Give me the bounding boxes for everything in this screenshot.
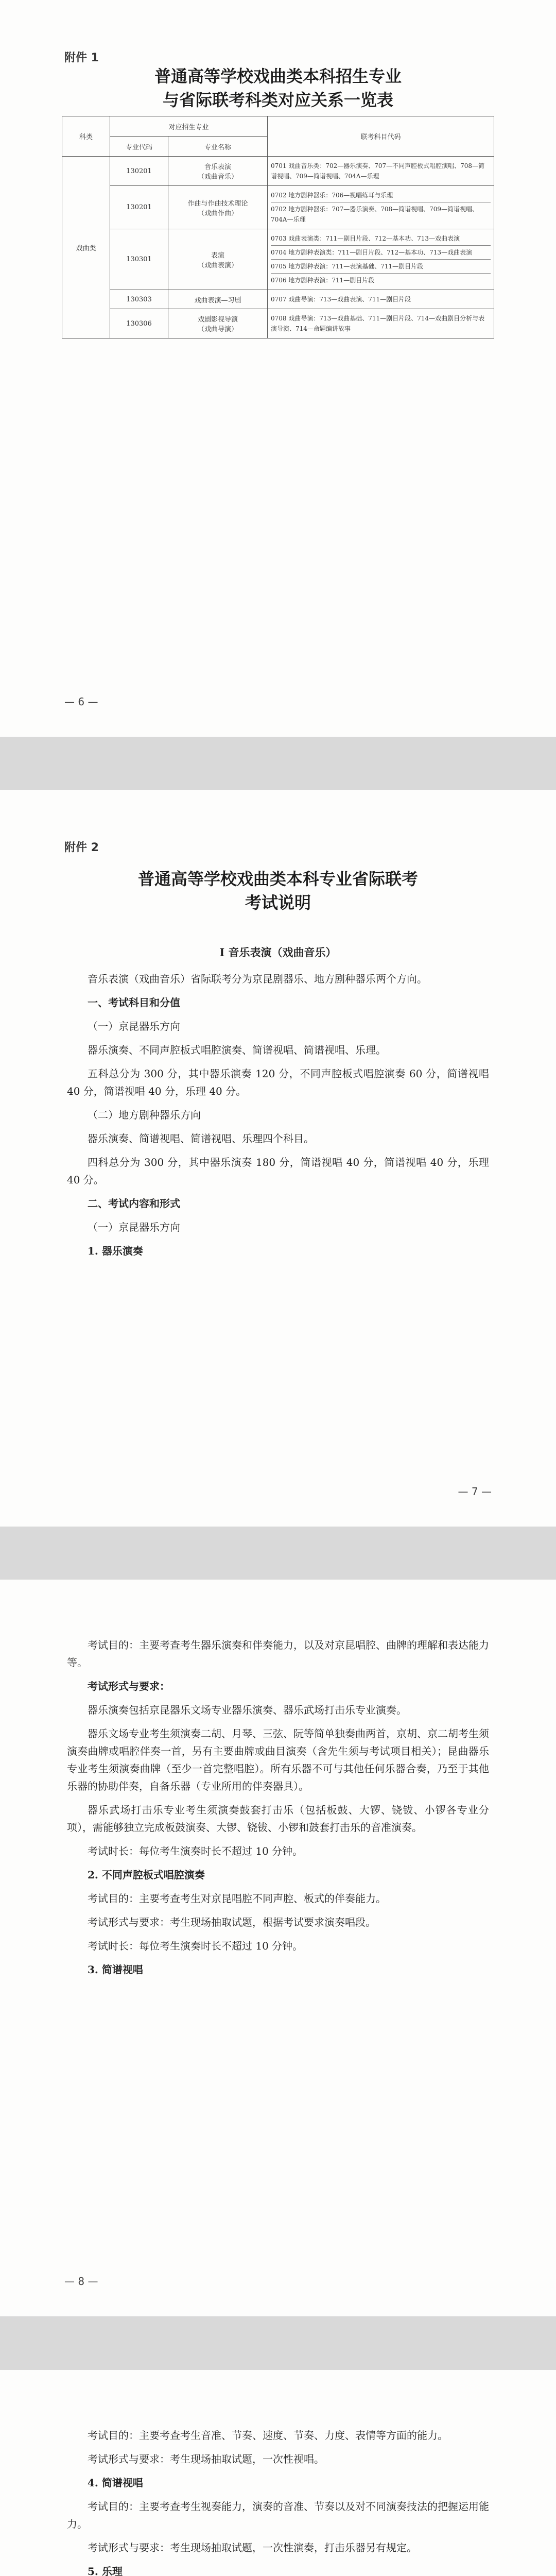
paragraph: 器乐演奏、不同声腔板式唱腔演奏、简谱视唱、简谱视唱、乐理。: [88, 1044, 386, 1056]
paragraph: 考试目的：主要考查考生对京昆唱腔不同声腔、板式的伴奏能力。: [88, 1892, 386, 1905]
attachment-label: 附件 2: [64, 841, 99, 854]
exam-code-entry: 0702 地方剧种器乐：707—器乐演奏、708—简谱视唱、709—简谱视唱、704A—乐理: [271, 206, 479, 223]
header-group: 对应招生专业: [110, 116, 268, 137]
paragraph: 考试目的：主要考查考生器乐演奏和伴奏能力，以及对京昆唱腔、曲牌的理解和表达能力等。: [67, 1639, 489, 1669]
paragraph: 4. 简谱视唱: [88, 2477, 143, 2489]
major-code-cell: 130303: [110, 290, 168, 309]
exam-code-entry: 0702 地方剧种器乐：706—视唱练耳与乐理: [271, 189, 491, 202]
table-body: [62, 157, 494, 338]
paragraph: 考试时长：每位考生演奏时长不超过 10 分钟。: [88, 1940, 303, 1952]
page-number: — 6 —: [64, 696, 98, 708]
paragraph: 2. 不同声腔板式唱腔演奏: [88, 1869, 205, 1881]
header-exam-codes: 联考科目代码: [268, 116, 494, 157]
category-cell: 戏曲类: [62, 157, 110, 338]
header-major-code: 专业代码: [110, 137, 168, 157]
paragraph: 考试形式与要求：考生现场抽取试题，一次性视唱。: [88, 2453, 324, 2465]
document-page-3: [0, 1580, 556, 2316]
body-text: [67, 970, 489, 1266]
paragraph: 器乐演奏包括京昆器乐文场专业器乐演奏、器乐武场打击乐专业演奏。: [88, 1704, 407, 1716]
document-page-2: [0, 790, 556, 1527]
page-number: — 8 —: [64, 2275, 98, 2287]
major-name-cell: 作曲与作曲技术理论 （戏曲作曲）: [168, 186, 268, 229]
major-code-cell: 130201: [110, 157, 168, 186]
paragraph: 二、考试内容和形式: [88, 1197, 180, 1210]
paragraph: 考试目的：主要考查考生音准、节奏、速度、节奏、力度、表情等方面的能力。: [88, 2429, 448, 2442]
attachment-label: 附件 1: [64, 52, 99, 64]
paragraph: 考试形式与要求：: [88, 1680, 170, 1692]
table-row: [62, 157, 494, 186]
exam-codes-cell: [268, 309, 494, 338]
paragraph: 四科总分为 300 分，其中器乐演奏 180 分，简谱视唱 40 分，简谱视唱 40 分，乐理 40 分。: [67, 1156, 489, 1186]
paragraph: （二）地方剧种器乐方向: [88, 1109, 201, 1121]
page-title-line2: 考试说明: [245, 893, 311, 912]
exam-code-entry: 0706 地方剧种表演：711—剧目片段: [271, 277, 375, 284]
document-page-4: [0, 2370, 556, 2576]
major-name-cell: 戏剧影视导演 （戏曲导演）: [168, 309, 268, 338]
major-code-cell: 130306: [110, 309, 168, 338]
body-text: [67, 2427, 489, 2576]
header-major-name: 专业名称: [168, 137, 268, 157]
page-title-line2: 与省际联考科类对应关系一览表: [162, 90, 393, 110]
page-title-line1: 普通高等学校戏曲类本科专业省际联考: [137, 869, 418, 889]
exam-codes-cell: [268, 229, 494, 290]
header-category: 科类: [62, 116, 110, 157]
paragraph: 器乐演奏、简谱视唱、简谱视唱、乐理四个科目。: [88, 1132, 314, 1145]
paragraph: 器乐文场专业考生须演奏二胡、月琴、三弦、阮等简单独奏曲两首，京胡、京二胡考生须演奏曲牌或唱腔伴奏一首，另有主要曲牌或曲目演奏（含先生须与考试项目相关）；昆曲器乐专业考生须演奏曲牌（至少一首完整唱腔）。所有乐器不可与其他任何乐器合奏，乃至于其他乐器的协助伴奏，自备乐器（专业所用的伴奏器具）。: [67, 1727, 489, 1792]
paragraph: 1. 器乐演奏: [88, 1245, 143, 1257]
table-row: [62, 229, 494, 290]
exam-codes-cell: [268, 186, 494, 229]
exam-code-entry: 0701 戏曲音乐类：702—器乐演奏、707—不同声腔板式唱腔演唱、708—简谱视唱、709—简谱视唱、704A—乐理: [271, 162, 485, 180]
major-name-cell: 戏曲表演—习剧: [168, 290, 268, 309]
table-row: [62, 186, 494, 229]
major-code-cell: 130201: [110, 186, 168, 229]
exam-code-entry: 0708 戏曲导演：713—戏曲基础、711—剧目片段、714—戏曲剧目分析与表演导演、714—命题编讲故事: [271, 315, 485, 332]
body-text: [67, 1636, 489, 1985]
table-row: [62, 309, 494, 338]
table-row: [62, 290, 494, 309]
paragraph: 器乐武场打击乐专业考生须演奏鼓套打击乐（包括板鼓、大锣、铙钹、小锣各专业分项），需能够独立完成板鼓演奏、大锣、铙钹、小锣和鼓套打击乐的音准演奏。: [67, 1804, 489, 1834]
paragraph: （一）京昆器乐方向: [88, 1020, 180, 1032]
section-heading: Ⅰ 音乐表演（戏曲音乐）: [219, 946, 337, 959]
paragraph: 考试形式与要求：考生现场抽取试题，一次性演奏，打击乐器另有规定。: [88, 2541, 417, 2554]
major-code-cell: 130301: [110, 229, 168, 290]
paragraph: 一、考试科目和分值: [88, 996, 180, 1009]
paragraph: 音乐表演（戏曲音乐）省际联考分为京昆剧器乐、地方剧种器乐两个方向。: [88, 973, 427, 985]
page-number: — 7 —: [458, 1485, 492, 1498]
major-name-cell: 音乐表演 （戏曲音乐）: [168, 157, 268, 186]
paragraph: 五科总分为 300 分，其中器乐演奏 120 分，不同声腔板式唱腔演奏 60 分，简谱视唱 40 分，简谱视唱 40 分，乐理 40 分。: [67, 1067, 489, 1097]
exam-codes-cell: [268, 290, 494, 309]
exam-code-entry: 0705 地方剧种表演：711—表演基础、711—剧目片段: [271, 260, 491, 274]
page-title-line1: 普通高等学校戏曲类本科招生专业: [154, 66, 402, 86]
exam-codes-cell: [268, 157, 494, 186]
major-mapping-table: [62, 116, 494, 338]
major-name-cell: 表演 （戏曲表演）: [168, 229, 268, 290]
paragraph: 考试目的：主要考查考生视奏能力，演奏的音准、节奏以及对不同演奏技法的把握运用能力。: [67, 2500, 489, 2530]
paragraph: 5. 乐理: [88, 2565, 123, 2576]
paragraph: 考试形式与要求：考生现场抽取试题，根据考试要求演奏唱段。: [88, 1916, 376, 1928]
exam-code-entry: 0703 戏曲表演类：711—剧目片段、712—基本功、713—戏曲表演: [271, 232, 491, 246]
paragraph: 3. 简谱视唱: [88, 1963, 143, 1976]
exam-code-entry: 0707 戏曲导演：713—戏曲表演、711—剧目片段: [271, 296, 411, 303]
exam-code-entry: 0704 地方剧种表演类：711—剧目片段、712—基本功、713—戏曲表演: [271, 246, 491, 260]
document-page-1: [0, 0, 556, 737]
paragraph: 考试时长：每位考生演奏时长不超过 10 分钟。: [88, 1845, 303, 1857]
paragraph: （一）京昆器乐方向: [88, 1221, 180, 1233]
